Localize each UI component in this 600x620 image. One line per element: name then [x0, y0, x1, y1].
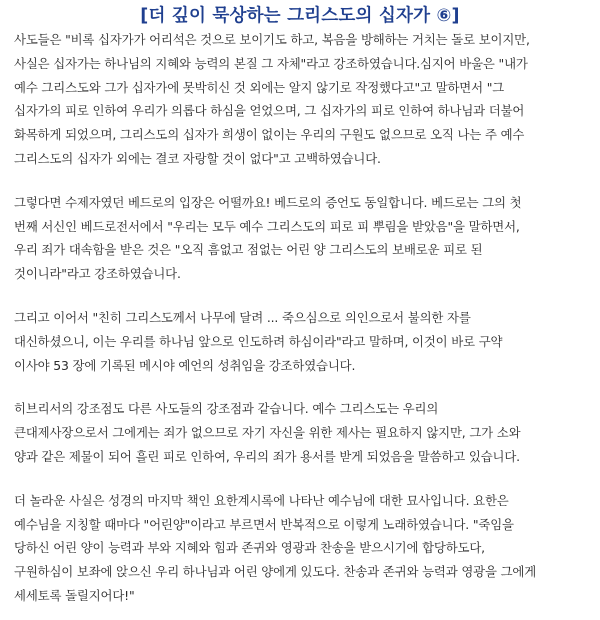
- text-line: 것이니라"라고 강조하였습니다.: [14, 266, 181, 282]
- text-line: 세세토록 돌릴지어다!": [14, 587, 135, 603]
- text-line: 화목하게 되었으며, 그리스도의 십자가 희생이 없이는 우리의 구원도 없으므로 오직 나는 주 예수: [14, 127, 525, 143]
- text-line: 사도들은 "비록 십자가가 어리석은 것으로 보이기도 하고, 복음을 방해하는 거치는 돌로 보이지만,: [14, 32, 530, 47]
- paragraph-revelation: [14, 489, 590, 608]
- paragraph-hebrews: [14, 397, 590, 468]
- text-line: 예수님을 지칭할 때마다 "어린양"이라고 부르면서 반복적으로 이렇게 노래하였습니다. "죽임을: [14, 516, 514, 532]
- text-line: 양과 같은 제물이 되어 흘린 피로 인하여, 우리의 죄가 용서를 받게 되었음을 말씀하고 있습니다.: [14, 448, 520, 464]
- text-line: 십자가의 피로 인하여 우리가 의롭다 하심을 얻었으며, 그 십자가의 피로 인하여 하나님과 더불어: [14, 103, 525, 119]
- text-line: 구원하심이 보좌에 앉으신 우리 하나님과 어린 양에게 있도다. 찬송과 존귀와 능력과 영광을 그에게: [14, 564, 537, 580]
- article-body: [14, 32, 590, 620]
- paragraph-peter: [14, 191, 590, 286]
- text-line: 더 놀라운 사실은 성경의 마지막 책인 요한계시록에 나타난 예수님에 대한 묘사입니다. 요한은: [14, 492, 509, 508]
- text-line: 번째 서신인 베드로전서에서 "우리는 모두 예수 그리스도의 피로 피 뿌림을 받았음"을 말하면서,: [14, 218, 520, 234]
- text-line: 예수 그리스도와 그가 십자가에 못박히신 것 외에는 알지 않기로 작정했다고"고 말하면서 "그: [14, 79, 505, 95]
- text-line: 대신하셨으니, 이는 우리를 하나님 앞으로 인도하려 하심이라"라고 말하며, 이것이 바로 구약: [14, 333, 503, 349]
- text-line: 히브리서의 강조점도 다른 사도들의 강조점과 같습니다. 예수 그리스도는 우리의: [14, 401, 439, 417]
- text-line: 당하신 어린 양이 능력과 부와 지혜와 힘과 존귀와 영광과 찬송을 받으시기에 합당하도다,: [14, 540, 485, 556]
- paragraph-apostles: [14, 28, 590, 171]
- text-line: 큰대제사장으로서 그에게는 죄가 없으므로 자기 자신을 위한 제사는 필요하지 않지만, 그가 소와: [14, 425, 521, 441]
- text-line: 그렇다면 수제자였던 베드로의 입장은 어떨까요! 베드로의 증언도 동일합니다. 베드로는 그의 첫: [14, 194, 522, 210]
- text-line: 사실은 십자가는 하나님의 지혜와 능력의 본질 그 자체"라고 강조하였습니다.심지어 바울은 "내가: [14, 55, 528, 71]
- article-title: [더 깊이 묵상하는 그리스도의 십자가 ⑥]: [140, 6, 460, 26]
- text-line: 우리 죄가 대속함을 받은 것은 "오직 흠없고 점없는 어린 양 그리스도의 보배로운 피로 된: [14, 242, 483, 258]
- paragraph-isaiah: [14, 306, 590, 377]
- text-line: 이사야 53 장에 기록된 메시야 예언의 성취임을 강조하였습니다.: [14, 357, 356, 373]
- text-line: 그리스도의 십자가 외에는 결코 자랑할 것이 없다"고 고백하였습니다.: [14, 150, 381, 166]
- text-line: 그리고 이어서 "친히 그리스도께서 나무에 달려 ... 죽으심으로 의인으로서 불의한 자를: [14, 309, 471, 325]
